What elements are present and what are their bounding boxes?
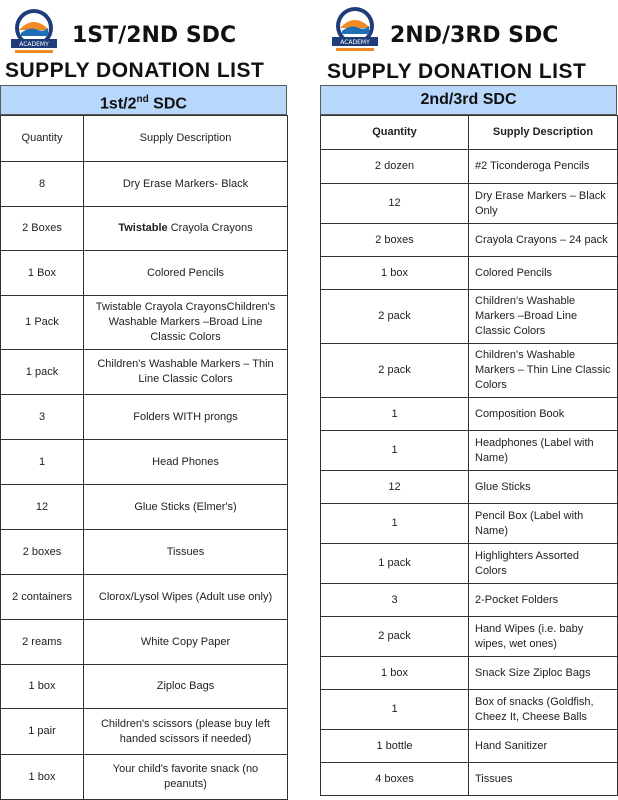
quantity-cell: 3 [321,584,469,617]
description-cell: Children's Washable Markers – Thin Line Classic Colors [469,344,618,398]
table-row [321,431,618,471]
table-row [1,207,288,251]
table-row [321,184,618,224]
quantity-cell: 4 boxes [321,763,469,796]
quantity-cell: 2 Boxes [1,207,84,251]
table-row [321,544,618,584]
table-row [321,290,618,344]
description-cell: Folders WITH prongs [84,395,288,440]
table-row [321,398,618,431]
description-cell: Hand Wipes (i.e. baby wipes, wet ones) [469,617,618,657]
quantity-cell: 1 [1,440,84,485]
description-cell: Snack Size Ziploc Bags [469,657,618,690]
table-row [1,620,288,665]
description-cell: Children's Washable Markers –Broad Line Classic Colors [469,290,618,344]
quantity-cell: 1 [321,504,469,544]
table-row [1,350,288,395]
quantity-cell: 1 [321,690,469,730]
table-row [1,251,288,296]
svg-text:ACADEMY: ACADEMY [19,41,49,48]
quantity-cell: 2 pack [321,344,469,398]
table-row [1,485,288,530]
table-row [1,162,288,207]
table-row [321,763,618,796]
description-cell: Twistable Crayola CrayonsChildren's Washable Markers –Broad Line Classic Colors [84,296,288,350]
description-cell: Your child's favorite snack (no peanuts) [84,755,288,800]
section-header-left: 1st/2nd SDC [0,85,287,115]
quantity-cell: 2 boxes [1,530,84,575]
quantity-cell: 8 [1,162,84,207]
table-row [321,471,618,504]
table-row [321,730,618,763]
quantity-cell: 1 pack [1,350,84,395]
description-cell: Composition Book [469,398,618,431]
quantity-cell: 12 [1,485,84,530]
table-row [321,257,618,290]
table-header-row [321,116,618,150]
table-row [1,296,288,350]
description-cell: Colored Pencils [469,257,618,290]
description-cell: Dry Erase Markers- Black [84,162,288,207]
description-cell: Box of snacks (Goldfish, Cheez It, Cheese Balls [469,690,618,730]
table-row [1,575,288,620]
description-cell: Highlighters Assorted Colors [469,544,618,584]
description-cell: Head Phones [84,440,288,485]
page-title-right: 2ND/3RD SDC [390,23,559,48]
description-cell: Dry Erase Markers – Black Only [469,184,618,224]
quantity-cell: 1 [321,431,469,471]
column-header-description: Supply Description [84,116,288,162]
table-row [1,755,288,800]
description-cell: Headphones (Label with Name) [469,431,618,471]
quantity-cell: 1 pair [1,709,84,755]
quantity-cell: 1 bottle [321,730,469,763]
quantity-cell: 1 box [1,665,84,709]
quantity-cell: 1 box [1,755,84,800]
table-row [321,690,618,730]
description-cell: Glue Sticks [469,471,618,504]
quantity-cell: 1 pack [321,544,469,584]
column-header-quantity: Quantity [1,116,84,162]
description-cell: White Copy Paper [84,620,288,665]
quantity-cell: 3 [1,395,84,440]
table-row [1,709,288,755]
table-header-row [1,116,288,162]
quantity-cell: 1 box [321,257,469,290]
description-cell: #2 Ticonderoga Pencils [469,150,618,184]
table-row [1,530,288,575]
table-row [321,584,618,617]
supply-table-right [320,115,618,796]
table-row [321,617,618,657]
description-cell: Crayola Crayons – 24 pack [469,224,618,257]
quantity-cell: 12 [321,471,469,504]
description-cell: 2-Pocket Folders [469,584,618,617]
description-cell: Tissues [84,530,288,575]
description-cell: Tissues [469,763,618,796]
svg-text:ACADEMY: ACADEMY [340,39,370,46]
column-header-quantity: Quantity [321,116,469,150]
table-row [321,504,618,544]
quantity-cell: 2 pack [321,617,469,657]
description-cell: Twistable Crayola Crayons [84,207,288,251]
description-cell: Colored Pencils [84,251,288,296]
description-cell: Children's scissors (please buy left handed scissors if needed) [84,709,288,755]
table-row [1,395,288,440]
quantity-cell: 1 box [321,657,469,690]
quantity-cell: 1 [321,398,469,431]
supply-table-left [0,115,288,800]
table-row [321,224,618,257]
table-row [321,657,618,690]
quantity-cell: 2 pack [321,290,469,344]
subtitle-left: SUPPLY DONATION LIST [5,59,265,82]
description-cell: Children's Washable Markers – Thin Line Classic Colors [84,350,288,395]
subtitle-right: SUPPLY DONATION LIST [327,60,587,83]
table-row [321,150,618,184]
section-header-right: 2nd/3rd SDC [320,85,617,115]
quantity-cell: 2 containers [1,575,84,620]
quantity-cell: 1 Box [1,251,84,296]
description-cell: Pencil Box (Label with Name) [469,504,618,544]
description-cell: Hand Sanitizer [469,730,618,763]
quantity-cell: 12 [321,184,469,224]
table-row [321,344,618,398]
table-row [1,665,288,709]
table-row [1,440,288,485]
description-cell: Glue Sticks (Elmer's) [84,485,288,530]
school-logo [8,6,60,58]
quantity-cell: 2 boxes [321,224,469,257]
school-logo [329,4,381,56]
page-title-left: 1ST/2ND SDC [72,23,237,48]
description-cell: Clorox/Lysol Wipes (Adult use only) [84,575,288,620]
quantity-cell: 1 Pack [1,296,84,350]
column-header-description: Supply Description [469,116,618,150]
description-cell: Ziploc Bags [84,665,288,709]
quantity-cell: 2 dozen [321,150,469,184]
quantity-cell: 2 reams [1,620,84,665]
